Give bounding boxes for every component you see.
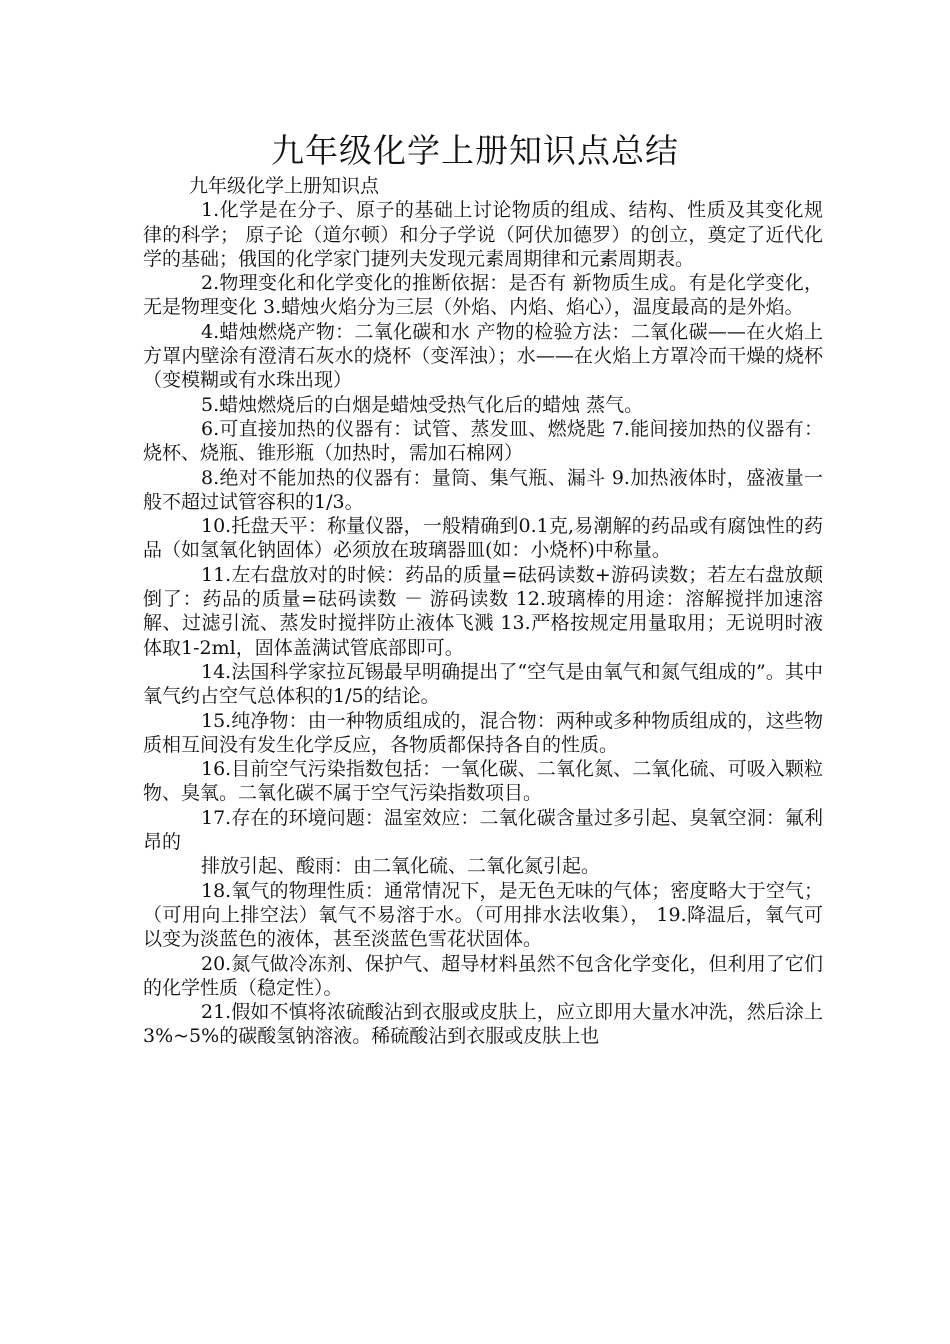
paragraph: 17.存在的环境问题：温室效应：二氧化碳含量过多引起、臭氧空洞：氟利昂的 [143, 806, 823, 854]
paragraph: 16.目前空气污染指数包括：一氧化碳、二氧化氮、二氧化硫、可吸入颗粒物、臭氧。二氧化碳不属于空气污染指数项目。 [143, 758, 823, 805]
paragraph: 18.氧气的物理性质：通常情况下，是无色无味的气体；密度略大于空气；（可用向上排空法）氧气不易溶于水。（可用排水法收集）， 19.降温后，氧气可以变为淡蓝色的液体，甚至淡蓝色雪花状固体。 [143, 879, 823, 951]
paragraph: 21.假如不慎将浓硫酸沾到衣服或皮肤上，应立即用大量水冲洗，然后涂上3%~5%的碳酸氢钠溶液。稀硫酸沾到衣服或皮肤上也 [143, 1001, 823, 1048]
paragraph: 14.法国科学家拉瓦锡最早明确提出了“空气是由氧气和氮气组成的”。其中氧气约占空气总体积的1/5的结论。 [143, 660, 823, 708]
paragraph: 5.蜡烛燃烧后的白烟是蜡烛受热气化后的蜡烛 蒸气。 [201, 393, 644, 416]
paragraph: 2.物理变化和化学变化的推断依据：是否有 新物质生成。有是化学变化，无是物理变化 3.蜡烛火焰分为三层（外焰、内焰、焰心），温度最高的是外焰。 [143, 272, 823, 319]
paragraph: 6.可直接加热的仪器有：试管、蒸发皿、燃烧匙 7.能间接加热的仪器有：烧杯、烧瓶、锥形瓶（加热时，需加石棉网） [143, 417, 823, 465]
paragraph: 11.左右盘放对的时候：药品的质量=砝码读数+游码读数；若左右盘放颠倒了：药品的质量=砝码读数 － 游码读数 12.玻璃棒的用途：溶解搅拌加速溶解、过滤引流、蒸发时搅拌防止液体飞溅 13.严格按规定用量取用；无说明时液体取1-2ml，固体盖满试管底部即可。 [143, 563, 823, 659]
document-body [143, 174, 823, 1049]
paragraph: 1.化学是在分子、原子的基础上讨论物质的组成、结构、性质及其变化规律的科学； 原子论（道尔顿）和分子学说（阿伏加德罗）的创立，奠定了近代化学的基础；俄国的化学家门捷列夫发现元素周期律和元素周期表。 [143, 199, 823, 270]
paragraph: 15.纯净物：由一种物质组成的，混合物：两种或多种物质组成的，这些物质相互间没有发生化学反应，各物质都保持各自的性质。 [143, 709, 823, 756]
paragraph: 4.蜡烛燃烧产物：二氧化碳和水 产物的检验方法：二氧化碳——在火焰上方罩内壁涂有澄清石灰水的烧杯（变浑浊）；水——在火焰上方罩冷而干燥的烧杯（变模糊或有水珠出现） [143, 320, 823, 392]
section-heading: 九年级化学上册知识点 [189, 175, 380, 197]
paragraph: 10.托盘天平：称量仪器，一般精确到0.1克,易潮解的药品或有腐蚀性的药品（如氢氧化钠固体）必须放在玻璃器皿(如：小烧杯)中称量。 [143, 515, 823, 562]
page-title: 九年级化学上册知识点总结 [271, 131, 679, 170]
paragraph: 20.氮气做冷冻剂、保护气、超导材料虽然不包含化学变化，但利用了它们的化学性质（稳定性）。 [143, 952, 823, 999]
paragraph-continuation: 排放引起、酸雨：由二氧化硫、二氧化氮引起。 [201, 855, 601, 878]
paragraph: 8.绝对不能加热的仪器有：量筒、集气瓶、漏斗 9.加热液体时，盛液量一般不超过试管容积的1/3。 [143, 466, 823, 513]
